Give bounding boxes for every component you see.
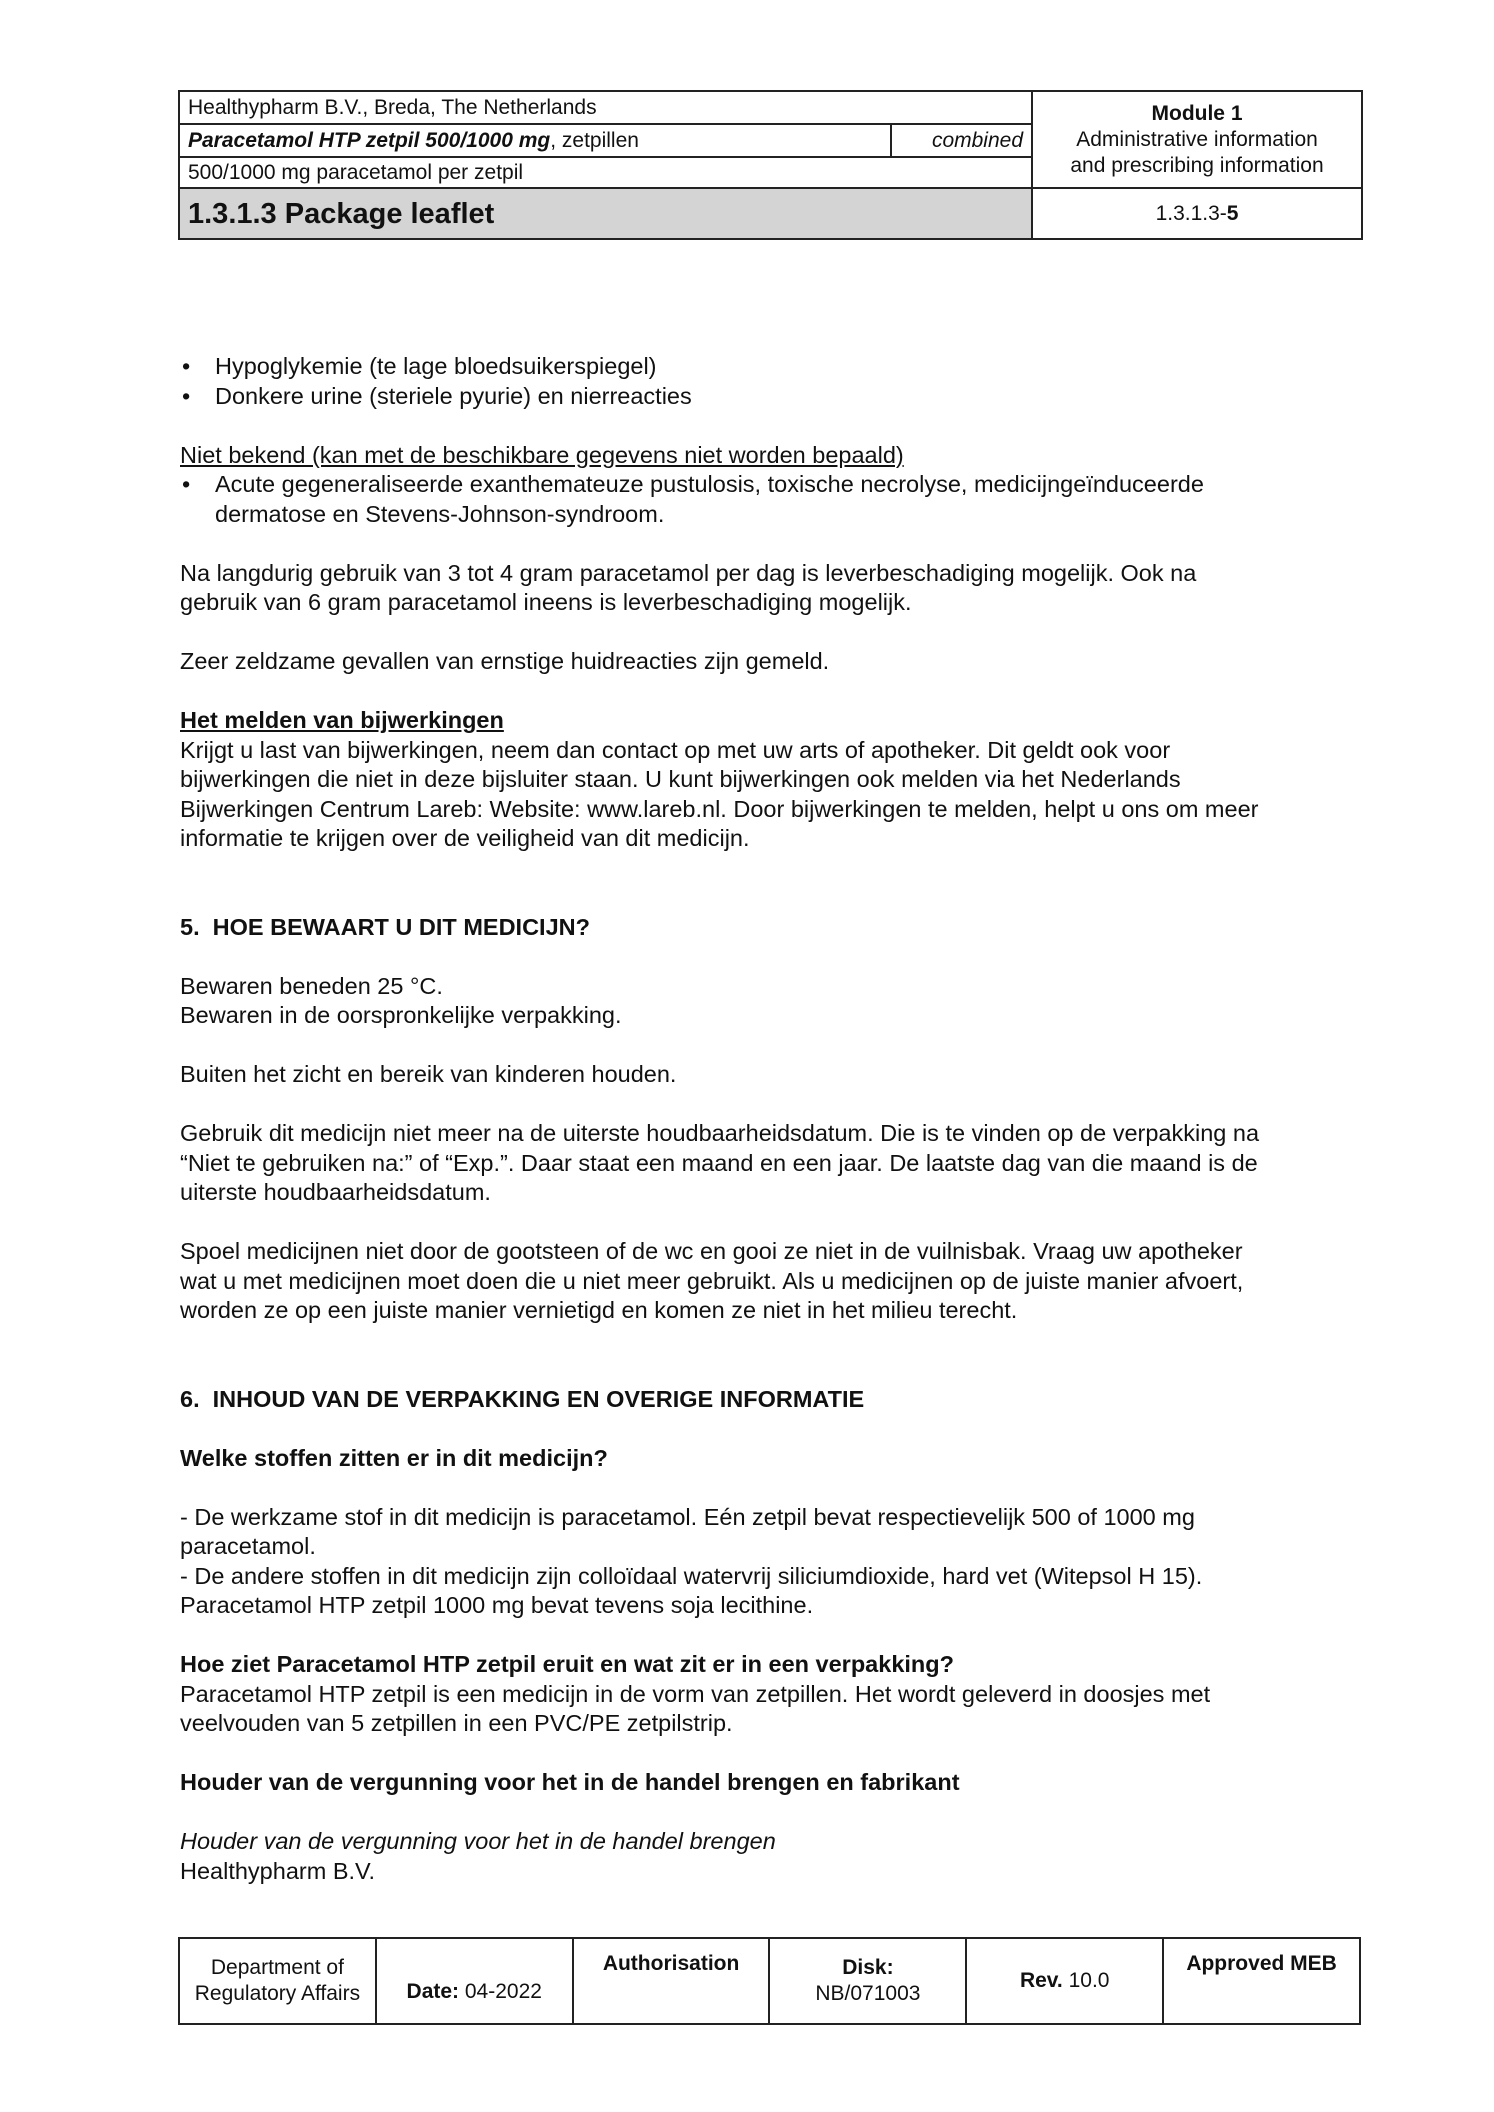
contents-line: Paracetamol HTP zetpil 1000 mg bevat tevens soja lecithine. [180, 1592, 814, 1618]
report-line: bijwerkingen die niet in deze bijsluiter staan. U kunt bijwerkingen ook melden via het Nederlands [180, 766, 1181, 792]
expiry-line: Gebruik dit medicijn niet meer na de uiterste houdbaarheidsdatum. Die is te vinden op de verpakking na [180, 1120, 1260, 1146]
contents-heading: Welke stoffen zitten er in dit medicijn? [180, 1444, 608, 1471]
revision-label: Rev. [1019, 1969, 1063, 1992]
date-value: 04-2022 [459, 1980, 542, 2003]
section-cell [179, 188, 1032, 239]
expiry-line: “Niet te gebruiken na:” of “Exp.”. Daar staat een maand en een jaar. De laatste dag van die maand is de [180, 1149, 1258, 1176]
list-item: • Acute gegeneraliseerde exanthemateuze pustulosis, toxische necrolyse, medicijngeïnduceerde dermatose en Stevens-Johnson-syndroom. [180, 470, 1360, 529]
paragraph-skin: Zeer zeldzame gevallen van ernstige huidreacties zijn gemeld. [180, 648, 830, 674]
page-number: 5 [1226, 201, 1239, 225]
store-line-1: Bewaren beneden 25 °C. [180, 972, 443, 999]
appearance-line: Paracetamol HTP zetpil is een medicijn in de vorm van zetpillen. Het wordt geleverd in doosjes met [180, 1680, 1211, 1707]
disk-value: NB/071003 [815, 1982, 921, 2005]
bullet-list-unknown [180, 470, 1360, 529]
paragraph-liver-2: gebruik van 6 gram paracetamol ineens is leverbeschadiging mogelijk. [180, 589, 912, 615]
disposal-line: worden ze op een juiste manier vernietigd en komen ze niet in het milieu terecht. [180, 1297, 1018, 1323]
module-cell [1032, 91, 1362, 188]
section-title: 1.3.1.3 Package leaflet [188, 197, 495, 230]
appearance-heading: Hoe ziet Paracetamol HTP zetpil eruit en wat zit er in een verpakking? [180, 1651, 954, 1677]
disk-cell [769, 1938, 966, 2024]
strength-text: 500/1000 mg paracetamol per zetpil [188, 160, 524, 184]
authorisation-label: Authorisation [602, 1952, 740, 1975]
module-title: Module 1 [1151, 101, 1243, 125]
date-cell [376, 1938, 573, 2024]
paragraph-liver-1: Na langdurig gebruik van 3 tot 4 gram paracetamol per dag is leverbeschadiging mogelijk. Ook na [180, 559, 1197, 586]
module-line2: and prescribing information [1070, 153, 1324, 177]
list-item: • Hypoglykemie (te lage bloedsuikerspiegel) [180, 352, 1360, 382]
company-cell [179, 91, 1032, 124]
store-line-2: Bewaren in de oorspronkelijke verpakking. [180, 1002, 622, 1028]
section-5-heading: 5. HOE BEWAART U DIT MEDICIJN? [180, 913, 590, 940]
combined-label: combined [931, 128, 1024, 152]
date-label: Date: [406, 1980, 460, 2003]
product-cell [179, 124, 891, 157]
page-cell [1032, 188, 1362, 239]
expiry-line: uiterste houdbaarheidsdatum. [180, 1179, 491, 1205]
appearance-line: veelvouden van 5 zetpillen in een PVC/PE zetpilstrip. [180, 1710, 733, 1736]
page-prefix: 1.3.1.3- [1155, 201, 1227, 225]
department-line-2: Regulatory Affairs [194, 1982, 361, 2005]
disposal-line: Spoel medicijnen niet door de gootsteen of de wc en gooi ze niet in de vuilnisbak. Vraag uw apotheker [180, 1238, 1243, 1264]
disposal-line: wat u met medicijnen moet doen die u niet meer gebruikt. Als u medicijnen op de juiste manier afvoert, [180, 1267, 1244, 1294]
company-name: Healthypharm B.V., Breda, The Netherlands [188, 95, 597, 119]
report-line: Bijwerkingen Centrum Lareb: Website: www.lareb.nl. Door bijwerkingen te melden, helpt u ons om meer [180, 795, 1259, 822]
children-line: Buiten het zicht en bereik van kinderen houden. [180, 1061, 677, 1087]
report-line: Krijgt u last van bijwerkingen, neem dan contact op met uw arts of apotheker. Dit geldt ook voor [180, 736, 1171, 763]
contents-line: - De werkzame stof in dit medicijn is paracetamol. Eén zetpil bevat respectievelijk 500 of 1000 mg [180, 1503, 1195, 1530]
section-6-heading: 6. INHOUD VAN DE VERPAKKING EN OVERIGE INFORMATIE [180, 1385, 865, 1412]
approved-cell [1163, 1938, 1360, 2024]
revision-cell [966, 1938, 1163, 2024]
contents-line: - De andere stoffen in dit medicijn zijn colloïdaal watervrij siliciumdioxide, hard vet (Witepsol H 15). [180, 1562, 1203, 1589]
module-line1: Administrative information [1076, 127, 1318, 151]
holder-heading: Houder van de vergunning voor het in de handel brengen en fabrikant [180, 1769, 960, 1795]
leaflet-body [180, 352, 1360, 1886]
combined-cell [891, 124, 1032, 157]
bullet-list-top [180, 352, 1360, 411]
header-table [178, 90, 1363, 240]
department-cell [179, 1938, 376, 2024]
approved-label: Approved MEB [1186, 1952, 1337, 1975]
footer-table [178, 1937, 1361, 2025]
list-item: • Donkere urine (steriele pyurie) en nierreacties [180, 382, 1360, 412]
department-line-1: Department of [210, 1956, 344, 1979]
strength-cell [179, 157, 1032, 188]
report-line: informatie te krijgen over de veiligheid van dit medicijn. [180, 825, 750, 851]
holder-name: Healthypharm B.V. [180, 1857, 376, 1884]
revision-value: 10.0 [1062, 1969, 1110, 1992]
holder-subheading: Houder van de vergunning voor het in de handel brengen [180, 1828, 776, 1854]
contents-line: paracetamol. [180, 1533, 316, 1559]
report-heading: Het melden van bijwerkingen [180, 707, 504, 733]
disk-label: Disk: [842, 1956, 894, 1979]
product-form: , zetpillen [550, 128, 639, 152]
product-name: Paracetamol HTP zetpil 500/1000 mg [188, 128, 551, 152]
authorisation-cell [573, 1938, 770, 2024]
unknown-heading: Niet bekend (kan met de beschikbare gegevens niet worden bepaald) [180, 441, 904, 468]
